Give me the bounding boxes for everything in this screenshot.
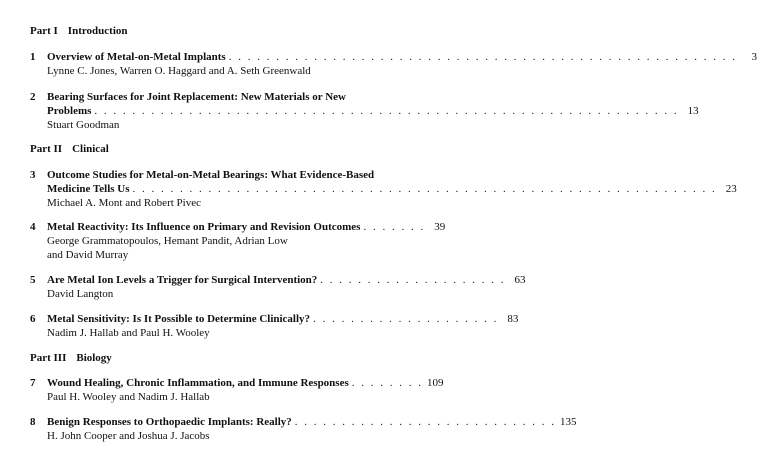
page-number[interactable]: 13 <box>687 105 699 117</box>
part-heading <box>30 351 112 365</box>
chapter-number: 5 <box>30 274 36 286</box>
page-number[interactable]: 83 <box>507 313 519 325</box>
dot-leader: . . . . . . . . . . . . . . . . . . . . <box>320 274 506 286</box>
part-title: Biology <box>76 352 112 364</box>
part-title: Clinical <box>72 143 109 155</box>
toc-entry[interactable] <box>30 376 444 404</box>
part-number: Part III <box>30 352 67 364</box>
chapter-title[interactable]: Metal Sensitivity: Is It Possible to Determine Clinically? <box>47 313 311 325</box>
chapter-title[interactable]: Wound Healing, Chronic Inflammation, and Immune Responses <box>47 377 349 389</box>
page-number[interactable]: 63 <box>514 274 526 286</box>
dot-leader: . . . . . . . . <box>351 377 423 389</box>
part-number: Part I <box>30 25 58 37</box>
dot-leader: . . . . . . . . . . . . . . . . . . . . . . . . . . . . . . . . . . . . . . . . . . . . . . . . . . . . . . . . . . . . . . <box>132 183 717 195</box>
chapter-title[interactable]: Bearing Surfaces for Joint Replacement: New Materials or New <box>47 91 346 103</box>
toc-entry[interactable] <box>30 168 737 210</box>
chapter-authors: Paul H. Wooley and Nadim J. Hallab <box>47 391 210 403</box>
chapter-number: 1 <box>30 51 36 63</box>
page-number[interactable]: 3 <box>751 51 757 63</box>
chapter-authors: Stuart Goodman <box>47 119 120 131</box>
toc-entry[interactable] <box>30 50 757 78</box>
chapter-number: 7 <box>30 377 36 389</box>
chapter-authors: H. John Cooper and Joshua J. Jacobs <box>47 430 210 442</box>
chapter-number: 3 <box>30 169 36 181</box>
chapter-authors: George Grammatopoulos, Hemant Pandit, Adrian Low <box>47 235 288 247</box>
chapter-authors: Lynne C. Jones, Warren O. Haggard and A. Seth Greenwald <box>47 65 311 77</box>
page-number[interactable]: 23 <box>725 183 737 195</box>
chapter-authors: Michael A. Mont and Robert Pivec <box>47 197 201 209</box>
part-number: Part II <box>30 143 63 155</box>
chapter-title-continued[interactable]: Medicine Tells Us <box>47 183 130 195</box>
page-number[interactable]: 109 <box>427 377 444 389</box>
chapter-title-continued[interactable]: Problems <box>47 105 92 117</box>
dot-leader: . . . . . . . . . . . . . . . . . . . . . . . . . . . . <box>294 416 557 428</box>
page-number[interactable]: 39 <box>434 221 446 233</box>
dot-leader: . . . . . . . . . . . . . . . . . . . . <box>313 313 499 325</box>
chapter-authors: Nadim J. Hallab and Paul H. Wooley <box>47 327 210 339</box>
chapter-authors: David Langton <box>47 288 114 300</box>
chapter-authors-continued: and David Murray <box>47 249 129 261</box>
chapter-title[interactable]: Are Metal Ion Levels a Trigger for Surgical Intervention? <box>47 274 318 286</box>
chapter-number: 4 <box>30 221 36 233</box>
chapter-number: 8 <box>30 416 36 428</box>
toc-entry[interactable] <box>30 273 526 301</box>
page-number[interactable]: 135 <box>560 416 577 428</box>
toc-entry[interactable] <box>30 220 446 262</box>
toc-entry[interactable] <box>30 415 577 443</box>
chapter-title[interactable]: Benign Responses to Orthopaedic Implants: Really? <box>47 416 292 428</box>
dot-leader: . . . . . . . . . . . . . . . . . . . . . . . . . . . . . . . . . . . . . . . . . . . . . . . . . . . . . . <box>228 51 737 63</box>
dot-leader: . . . . . . . . . . . . . . . . . . . . . . . . . . . . . . . . . . . . . . . . . . . . . . . . . . . . . . . . . . . . . . <box>94 105 679 117</box>
part-heading <box>30 142 109 156</box>
chapter-title[interactable]: Metal Reactivity: Its Influence on Primary and Revision Outcomes <box>47 221 361 233</box>
chapter-title[interactable]: Overview of Metal-on-Metal Implants <box>47 51 226 63</box>
chapter-number: 6 <box>30 313 36 325</box>
dot-leader: . . . . . . . <box>363 221 426 233</box>
part-heading <box>30 24 128 38</box>
toc-entry[interactable] <box>30 312 519 340</box>
chapter-title[interactable]: Outcome Studies for Metal-on-Metal Bearings: What Evidence-Based <box>47 169 375 181</box>
part-title: Introduction <box>67 25 128 37</box>
chapter-number: 2 <box>30 91 36 103</box>
toc-entry[interactable] <box>30 90 699 132</box>
